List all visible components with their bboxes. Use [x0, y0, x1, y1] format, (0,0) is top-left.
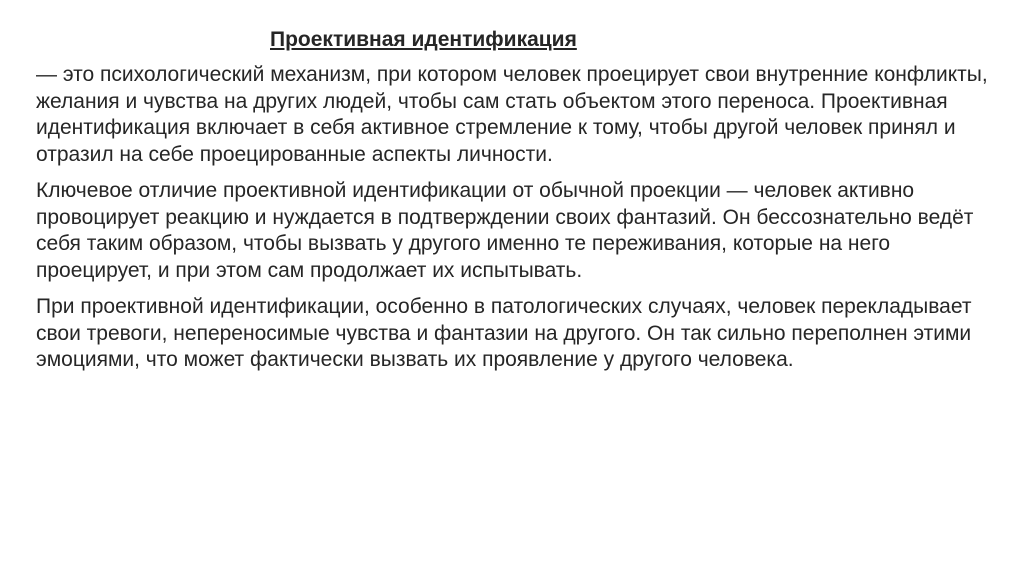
- slide-title: Проективная идентификация: [270, 28, 577, 51]
- slide-body: [36, 62, 996, 384]
- paragraph-key-difference: Ключевое отличие проективной идентификации от обычной проекции — человек активно провоцирует реакцию и нуждается в подтверждении своих фантазий. Он бессознательно ведёт себя таким образом, чтобы вызвать у другого именно те переживания, которые на него проецирует, и при этом сам продолжает их испытывать.: [36, 179, 974, 282]
- paragraph-pathological-cases: При проективной идентификации, особенно в патологических случаях, человек перекладывает свои тревоги, непереносимые чувства и фантазии на другого. Он так сильно переполнен этими эмоциями, что может фактически вызвать их проявление у другого человека.: [36, 295, 972, 371]
- paragraph-definition: — это психологический механизм, при котором человек проецирует свои внутренние конфликты, желания и чувства на других людей, чтобы сам стать объектом этого переноса. Проективная идентификация включает в себя активное стремление к тому, чтобы другой человек принял и отразил на себе проецированные аспекты личности.: [36, 63, 988, 166]
